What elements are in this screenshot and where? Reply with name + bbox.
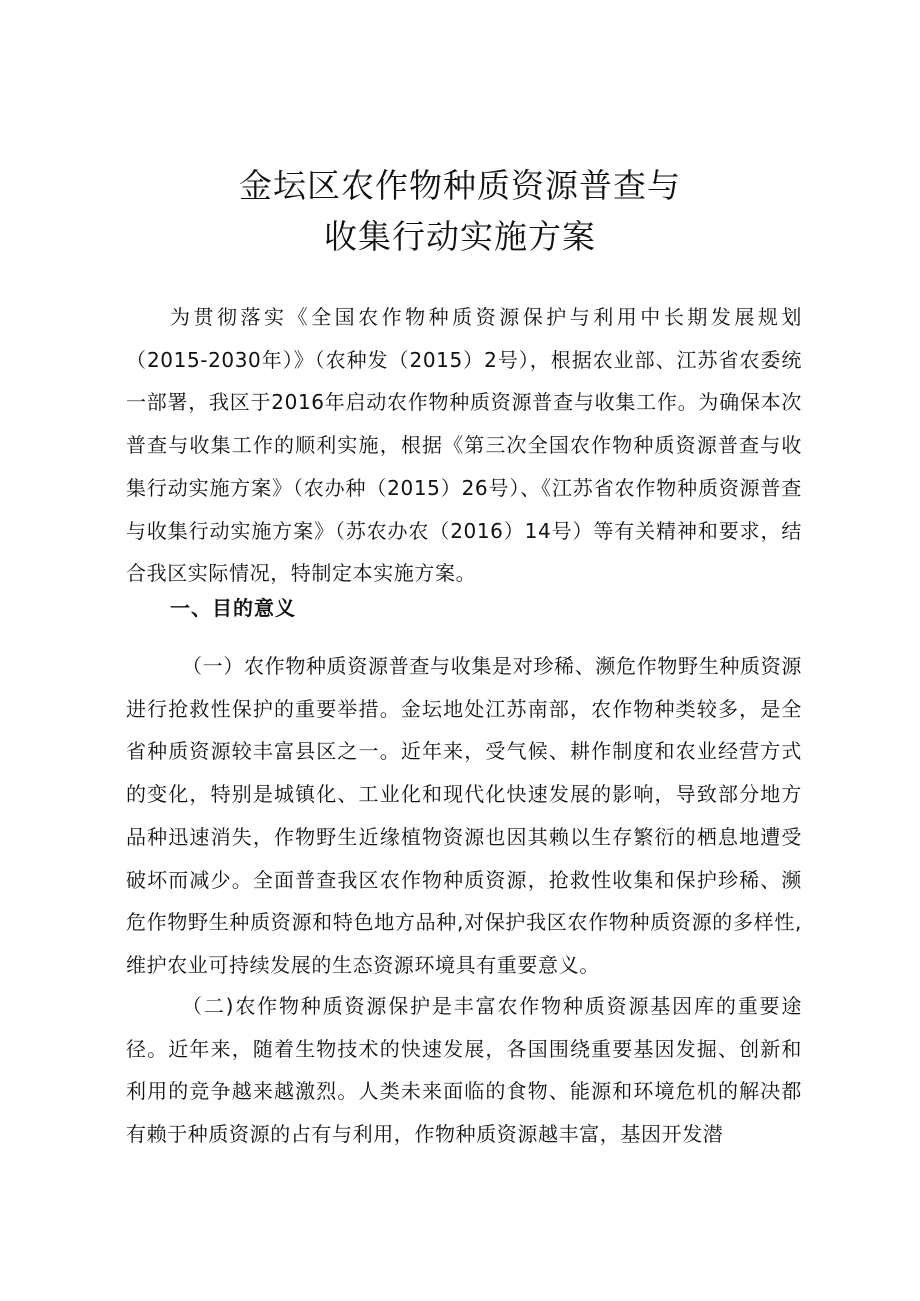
purpose-paragraph-1: （一）农作物种质资源普查与收集是对珍稀、濒危作物野生种质资源进行抢救性保护的重要举措。金坛地处江苏南部，农作物种类较多，是全省种质资源较丰富县区之一。近年来，受气候、耕作制度和农业经营方式的变化，特别是城镇化、工业化和现代化快速发展的影响，导致部分地方品种迅速消失，作物野生近缘植物资源也因其赖以生存繁衍的栖息地遭受破坏而减少。全面普查我区农作物种质资源，抢救性收集和保护珍稀、濒危作物野生种质资源和特色地方品种,对保护我区农作物种质资源的多样性,维护农业可持续发展的生态资源环境具有重要意义。 [126, 654, 802, 977]
section-heading-purpose: 一、目的意义 [170, 596, 296, 620]
intro-paragraph: 为贯彻落实《全国农作物种质资源保护与利用中长期发展规划（2015-2030年）》（农种发（2015）2号），根据农业部、江苏省农委统一部署，我区于2016年启动农作物种质资源普查与收集工作。为确保本次普查与收集工作的顺利实施，根据《第三次全国农作物种质资源普查与收集行动实施方案》（农办种（2015）26号）、《江苏省农作物种质资源普查与收集行动实施方案》（苏农办农（2016）14号）等有关精神和要求，结合我区实际情况，特制定本实施方案。 [126, 305, 802, 586]
purpose-paragraph-2: （二)农作物种质资源保护是丰富农作物种质资源基因库的重要途径。近年来，随着生物技术的快速发展，各国围绕重要基因发掘、创新和利用的竞争越来越激烈。人类未来面临的食物、能源和环境危机的解决都有赖于种质资源的占有与利用，作物种质资源越丰富，基因开发潜 [126, 994, 802, 1147]
document-title-line-1: 金坛区农作物种质资源普查与 [239, 166, 681, 205]
document-title-line-2: 收集行动实施方案 [324, 217, 596, 256]
